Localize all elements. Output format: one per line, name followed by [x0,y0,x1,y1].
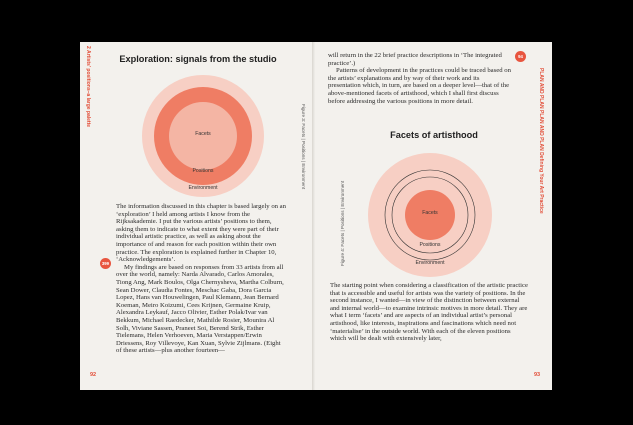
right-page-title: Facets of artisthood [390,130,478,140]
right-page-number: 93 [534,372,541,378]
left-figure-caption: Figure 3: Facets | Positions | Environment [301,104,306,190]
left-paragraph-2: My findings are based on responses from 33 artists from all over the world, namely: Narda Alvarado, Carlos Amorales, Tiong Ang, Mark Boulos, Olga Chernysheva, Martha Colburn, Sean Dower, Claudia Fontes, Meschac Gaba, Dora Garcia Lopez, Hans van Houwelingen, Paul Klemann, Jean Bernard Koeman, Meiro Koizumi, Cees Krijnen, Germaine Kruip, Alexandra Leykauf, Jacco Olivier, Esther Polak/Ivar van Bekkum, Michael Raedecker, Mathilde Rosier, Mounira Al Solh, Viviane Sassen, Praneet Soi, Berend Strik, Esther Tielemans, Helen Verhoeven, Maria Verstappen/Erwin Driessens, Roy Villevoye, Kan Xuan, Sylvie Zijlmans. (Eight of these artists—plus another fourteen— [116,263,284,355]
right-bottom-text [330,282,528,343]
right-paragraph-3: The starting point when considering a classification of the artistic practice that is accessible and useful for artists was the variety of positions. In the second instance, I wanted—in view of the distinction between external and internal world—to examine intrinsic motives in more detail. They are what I term ‘facets’ and are aspects of an individual artist’s personal artisthood, like interests, inspirations and fascinations which need not ‘materialise’ in the outside world. With each of the eleven positions which will be dealt with extensively later, [330,282,528,343]
right-positions-label: Positions [419,242,441,248]
right-paragraph-2: Patterns of development in the practices could be traced based on the artists’ explanations and by way of their work and its presentation which, in turn, are based on a deeper level—that of the above-mentioned facets of artisthood, which I shall first discuss before addressing the various positions in more detail. [328,67,511,105]
left-positions-label: Positions [192,168,214,174]
left-paragraph-1: The information discussed in this chapter is based largely on an ‘exploration’ I held among artists I know from the Rijksakademie. I put the various artists’ positions to them, asking them to indicate to what extent they were part of their individual artistic practice, as well as asking about the importance of and reason for each position within their own practice. The exploration is explained further in Chapter 10, ‘Acknowledgements’. [116,203,286,264]
right-page [316,42,552,390]
left-page-number: 92 [90,372,97,378]
right-top-text [328,52,512,105]
right-facets-label: Facets [422,210,438,216]
right-corner-badge: 94 [515,51,526,62]
right-paragraph-1: will return in the 22 brief practice descriptions in ‘The integrated practice’.) [328,52,502,67]
right-running-head: PLAN AND PLAN PLAN AND PLAN Defining Your Art Practice [538,68,544,214]
left-environment-label: Environment [188,185,218,191]
left-body-text [116,203,286,355]
left-page-title: Exploration: signals from the studio [119,54,277,64]
left-page [80,42,316,390]
left-facets-label: Facets [195,131,211,137]
left-margin-badge: 399 [100,258,111,269]
right-environment-label: Environment [415,260,445,266]
right-figure-caption: Figure 4: Facets | Positions | Environment [340,180,345,266]
left-running-head: 2 Artists' positions–a large palette [85,46,91,128]
